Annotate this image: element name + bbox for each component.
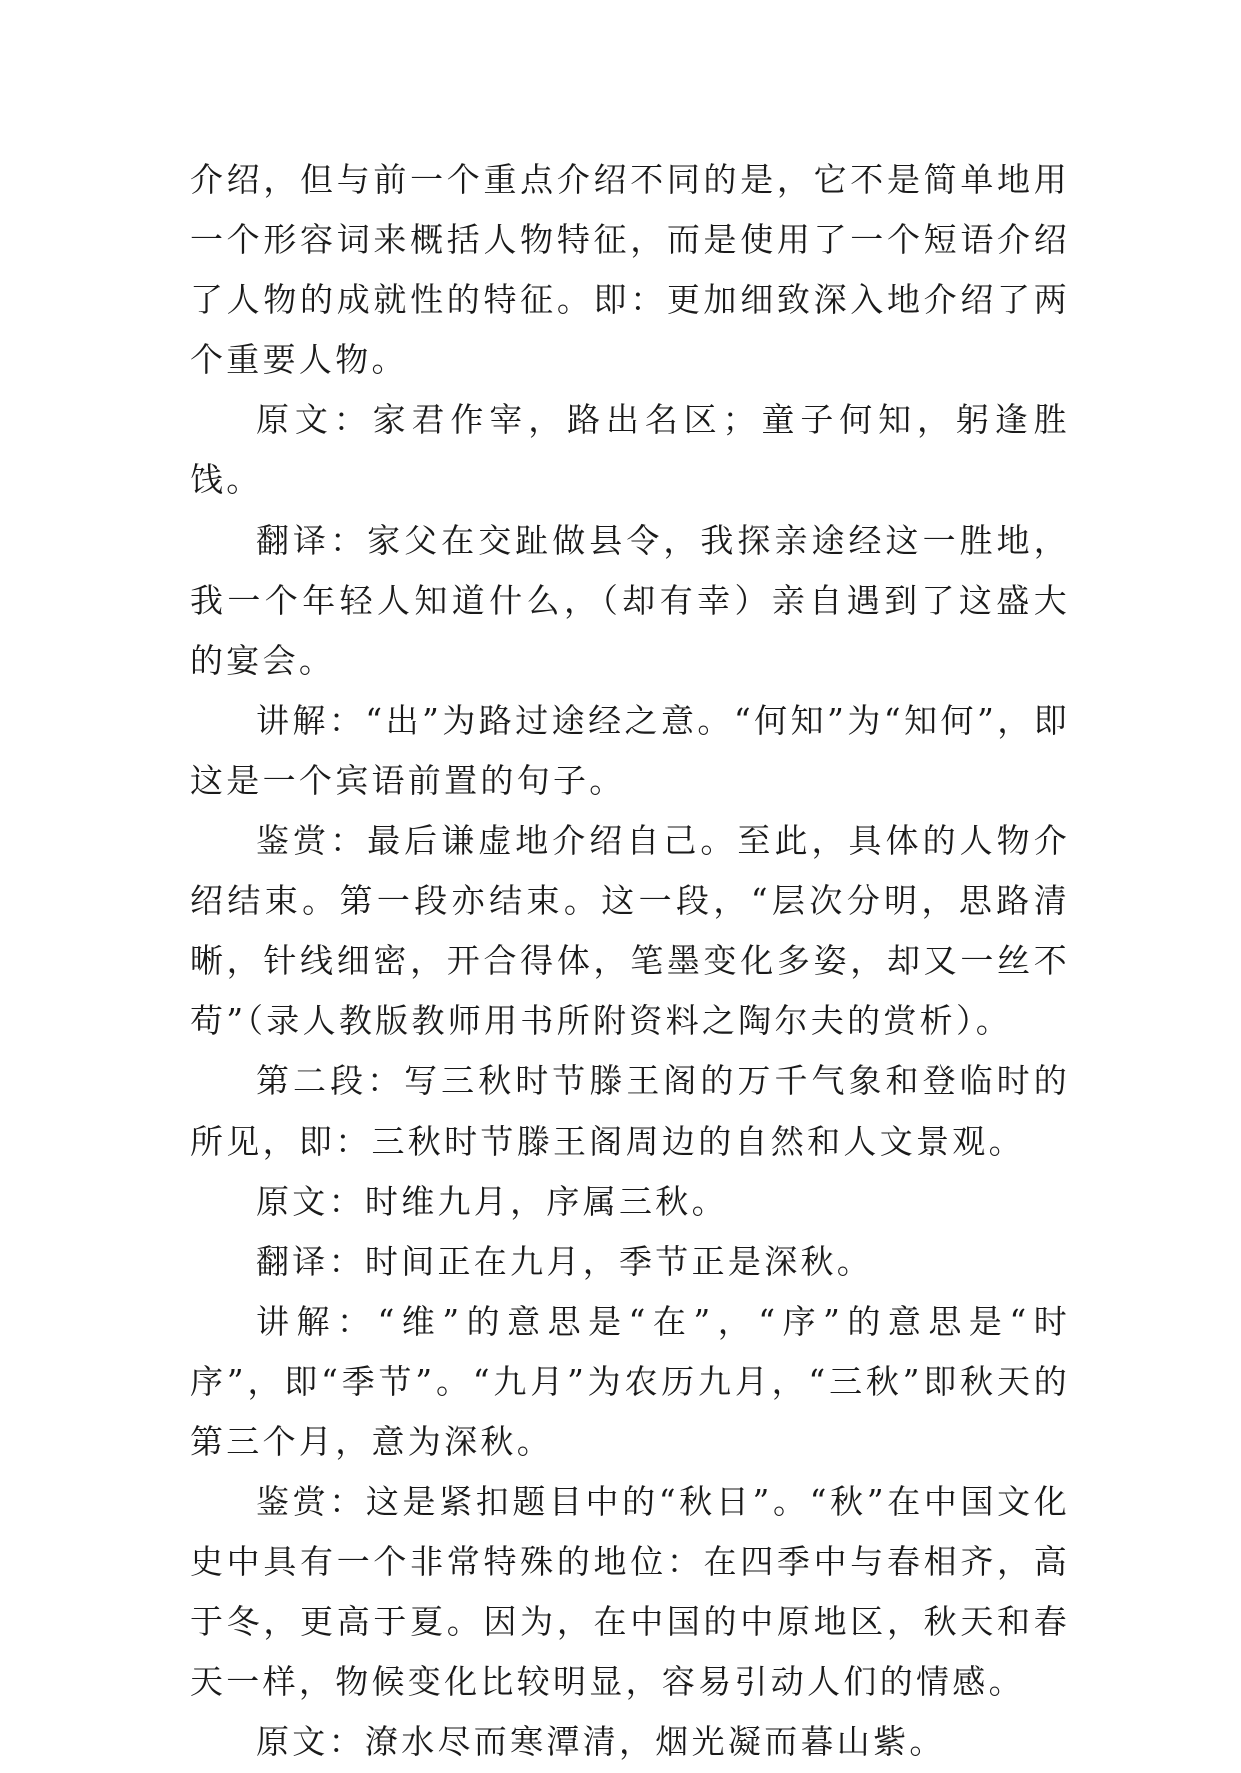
paragraph: 原文：家君作宰，路出名区；童子何知，躬逢胜饯。 xyxy=(190,400,1070,500)
paragraph: 第二段：写三秋时节滕王阁的万千气象和登临时的所见，即：三秋时节滕王阁周边的自然和人文景观。 xyxy=(190,1061,1070,1161)
body-text xyxy=(190,150,1070,1773)
paragraph: 鉴赏：最后谦虚地介绍自己。至此，具体的人物介绍结束。第一段亦结束。这一段，“层次分明，思路清晰，针线细密，开合得体，笔墨变化多姿，却又一丝不苟”（录人教版教师用书所附资料之陶尔夫的赏析）。 xyxy=(190,821,1070,1041)
paragraph: 介绍，但与前一个重点介绍不同的是，它不是简单地用一个形容词来概括人物特征，而是使用了一个短语介绍了人物的成就性的特征。即：更加细致深入地介绍了两个重要人物。 xyxy=(190,160,1070,380)
paragraph: 原文：潦水尽而寒潭清，烟光凝而暮山紫。 xyxy=(256,1722,946,1762)
paragraph: 讲解：“维”的意思是“在”，“序”的意思是“时序”，即“季节”。“九月”为农历九月，“三秋”即秋天的第三个月，意为深秋。 xyxy=(190,1301,1070,1461)
paragraph: 讲解：“出”为路过途经之意。“何知”为“知何”，即这是一个宾语前置的句子。 xyxy=(190,700,1070,800)
paragraph: 翻译：时间正在九月，季节正是深秋。 xyxy=(256,1241,874,1281)
paragraph: 鉴赏：这是紧扣题目中的“秋日”。“秋”在中国文化史中具有一个非常特殊的地位：在四季中与春相齐，高于冬，更高于夏。因为，在中国的中原地区，秋天和春天一样，物候变化比较明显，容易引动人们的情感。 xyxy=(190,1482,1070,1702)
paragraph: 原文：时维九月，序属三秋。 xyxy=(256,1181,728,1221)
paragraph: 翻译：家父在交趾做县令，我探亲途经这一胜地，我一个年轻人知道什么，（却有幸）亲自遇到了这盛大的宴会。 xyxy=(190,520,1070,680)
